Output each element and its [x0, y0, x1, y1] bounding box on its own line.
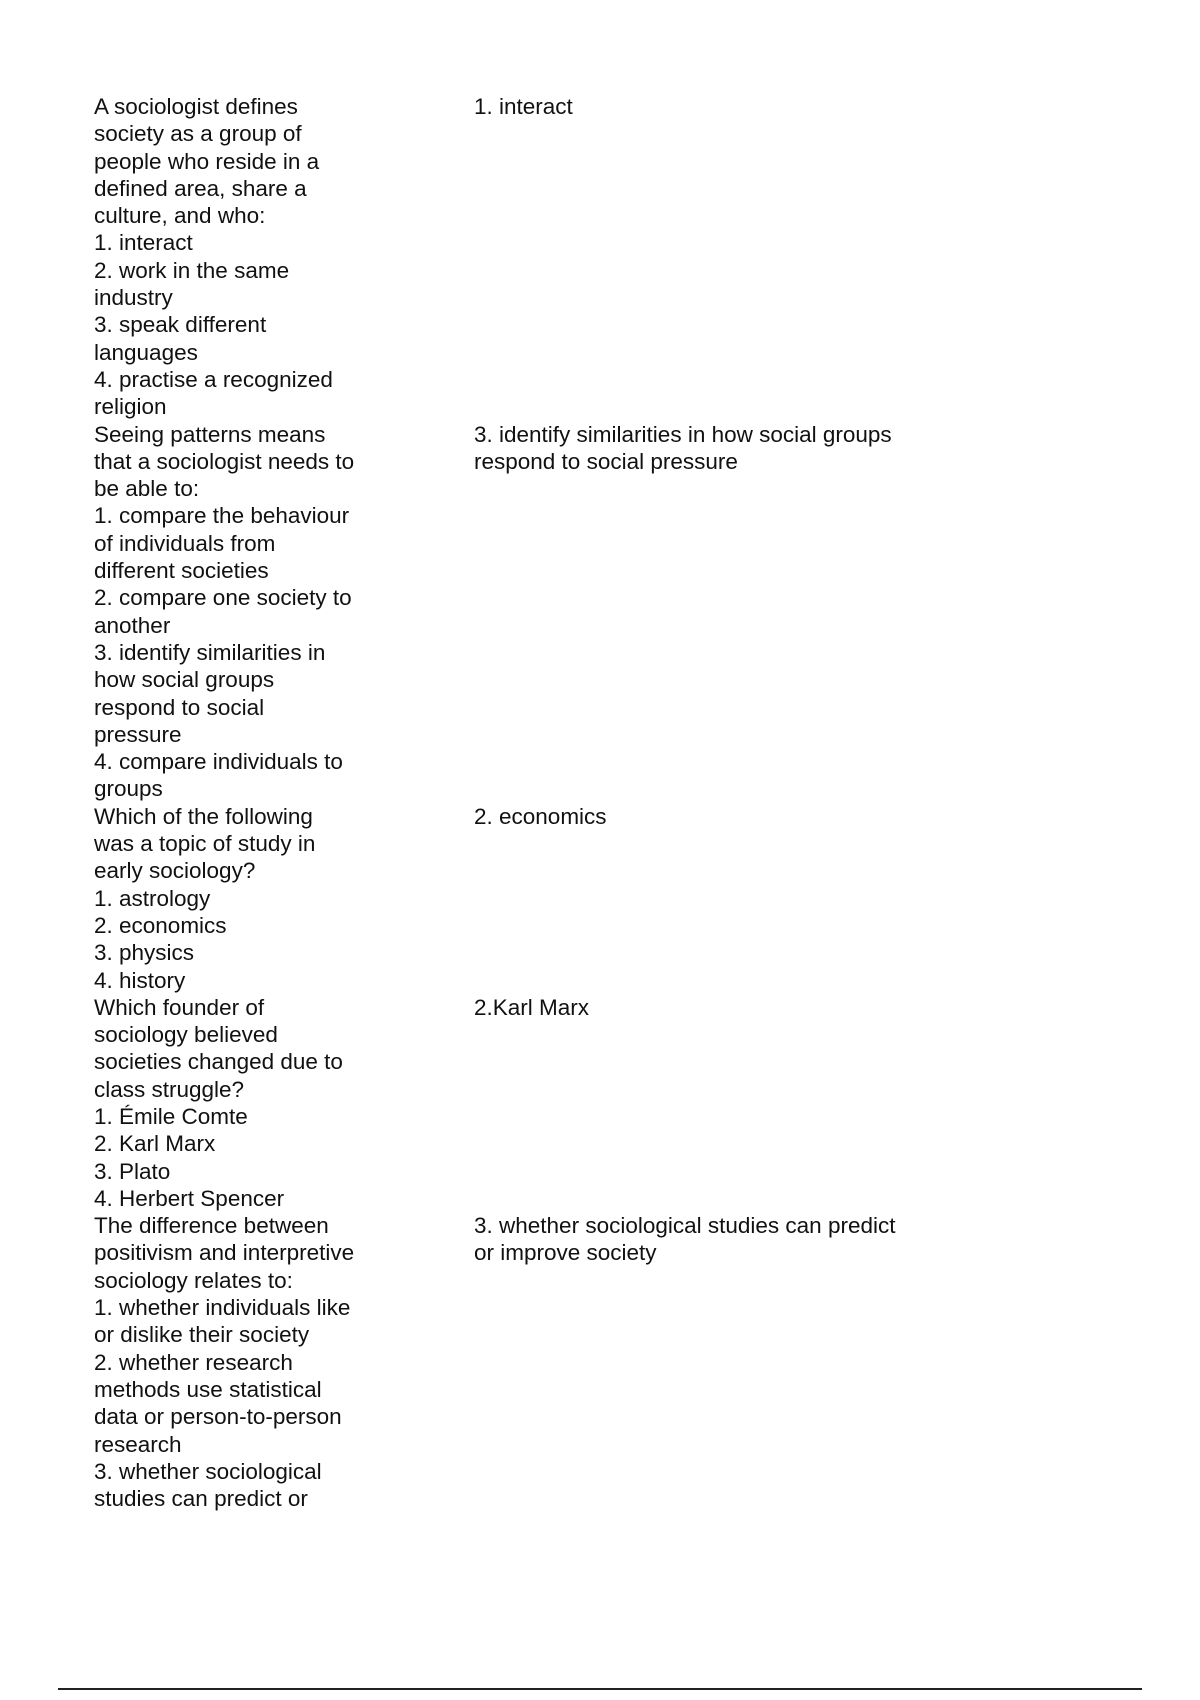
card-row — [94, 1212, 974, 1512]
question-text-line: how social groups — [94, 667, 275, 693]
question-text-line: people who reside in a — [94, 148, 320, 174]
question-text-line: early sociology? — [94, 858, 256, 884]
question-text-line: The difference between — [94, 1213, 329, 1239]
question-text-line: societies changed due to — [94, 1049, 343, 1075]
question-text-line: methods use statistical — [94, 1376, 322, 1402]
question-cell — [94, 803, 474, 994]
answer-text-line: 3. identify similarities in how social groups — [474, 421, 892, 447]
question-text-line: sociology believed — [94, 1022, 278, 1048]
question-cell — [94, 1212, 474, 1512]
question-text-line: that a sociologist needs to — [94, 448, 355, 474]
question-text-line: 2. compare one society to — [94, 585, 352, 611]
question-text-line: respond to social — [94, 694, 265, 720]
flashcard-table — [94, 93, 974, 1512]
question-text-line: 3. physics — [94, 940, 195, 966]
question-text-line: positivism and interpretive — [94, 1240, 355, 1266]
question-text-line: A sociologist defines — [94, 94, 298, 119]
question-text-line: 3. whether sociological — [94, 1458, 322, 1484]
question-text-line: 3. speak different — [94, 312, 267, 338]
question-text-line: 4. history — [94, 967, 186, 993]
question-text-line: another — [94, 612, 171, 638]
answer-cell — [474, 994, 954, 1021]
question-text-line: 4. practise a recognized — [94, 366, 333, 392]
question-text-line: 2. work in the same — [94, 257, 290, 283]
question-text-line: 4. compare individuals to — [94, 749, 343, 775]
question-text-line: groups — [94, 776, 163, 802]
question-text-line: of individuals from — [94, 530, 276, 556]
card-row — [94, 803, 974, 994]
answer-cell — [474, 421, 954, 476]
question-text-line: Seeing patterns means — [94, 421, 326, 447]
question-text-line: culture, and who: — [94, 203, 266, 229]
question-text-line: pressure — [94, 721, 182, 747]
question-text-line: be able to: — [94, 476, 200, 502]
question-text-line: sociology relates to: — [94, 1267, 293, 1293]
question-text-line: was a topic of study in — [94, 831, 316, 857]
question-text-line: research — [94, 1431, 182, 1457]
question-text-line: industry — [94, 285, 173, 311]
answer-cell — [474, 1212, 954, 1267]
question-text-line: Which of the following — [94, 803, 313, 829]
question-text-line: 1. astrology — [94, 885, 211, 911]
question-cell — [94, 994, 474, 1212]
question-text-line: Which founder of — [94, 994, 265, 1020]
question-text-line: languages — [94, 339, 198, 365]
question-text-line: class struggle? — [94, 1076, 245, 1102]
question-text-line: 3. identify similarities in — [94, 639, 326, 665]
question-text-line: 2. Karl Marx — [94, 1131, 216, 1157]
question-text-line: 1. compare the behaviour — [94, 503, 350, 529]
answer-cell — [474, 803, 954, 830]
answer-text-line: 2. economics — [474, 803, 607, 829]
question-text-line: defined area, share a — [94, 175, 307, 201]
answer-text-line: 3. whether sociological studies can predict — [474, 1213, 896, 1239]
footer-divider — [58, 1688, 1142, 1690]
question-cell — [94, 421, 474, 803]
question-text-line: 2. economics — [94, 912, 227, 938]
answer-text-line: respond to social pressure — [474, 448, 738, 474]
question-text-line: society as a group of — [94, 121, 302, 147]
question-text-line: 4. Herbert Spencer — [94, 1185, 285, 1211]
card-row — [94, 421, 974, 803]
question-text-line: 1. Émile Comte — [94, 1103, 248, 1129]
card-row — [94, 994, 974, 1212]
question-text-line: 2. whether research — [94, 1349, 293, 1375]
answer-text-line: 1. interact — [474, 94, 573, 119]
question-text-line: 3. Plato — [94, 1158, 171, 1184]
question-text-line: religion — [94, 394, 167, 420]
answer-text-line: or improve society — [474, 1240, 657, 1266]
answer-text-line: 2.Karl Marx — [474, 994, 590, 1020]
question-text-line: 1. whether individuals like — [94, 1295, 351, 1321]
question-text-line: 1. interact — [94, 230, 193, 256]
question-text-line: data or person-to-person — [94, 1404, 342, 1430]
question-text-line: studies can predict or — [94, 1486, 308, 1512]
question-cell — [94, 93, 474, 421]
question-text-line: different societies — [94, 558, 269, 584]
answer-cell — [474, 93, 954, 120]
question-text-line: or dislike their society — [94, 1322, 310, 1348]
card-row — [94, 93, 974, 421]
